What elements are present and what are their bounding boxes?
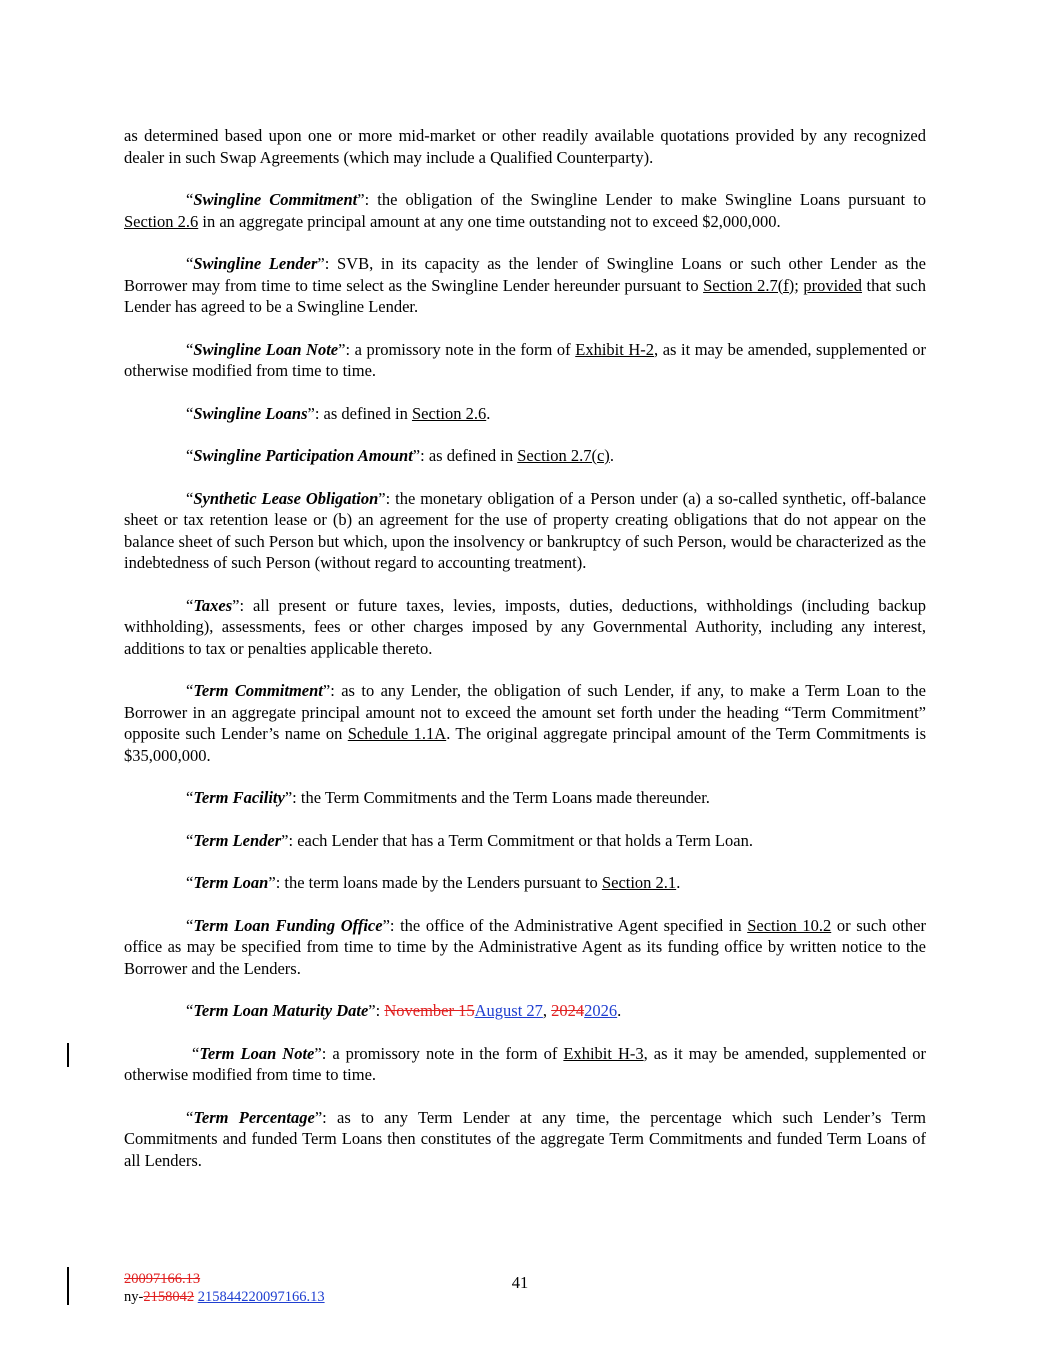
definition-term-loan-maturity-date: “Term Loan Maturity Date”: November 15August 27, 20242026.	[186, 1001, 622, 1020]
deleted-doc-id: 20097166.13	[124, 1271, 201, 1287]
defined-term: Swingline Loan Note	[193, 339, 339, 359]
definition-swingline-loans: “Swingline Loans”: as defined in Section 2.6.	[186, 403, 491, 423]
exhibit-reference: Exhibit H-3	[563, 1043, 644, 1063]
section-reference: Section 2.7(c)	[517, 446, 610, 465]
defined-term: Term Loan Maturity Date	[193, 1001, 369, 1020]
definition-swingline-loan-note: “Swingline Loan Note”: a promissory note in the form of Exhibit H-2, as it may be amended, supplemented or otherwise modified from time to time.	[124, 339, 926, 380]
defined-term: Synthetic Lease Obligation	[193, 488, 379, 508]
definition-term-commitment: “Term Commitment”: as to any Lender, the obligation of such Lender, if any, to make a Term Loan to the Borrower in an aggregate principal amount not to exceed the amount set forth under the heading “Term Commitment” opposite such Lender’s name on Schedule 1.1A. The original aggregate principal amount of the Term Commitments is $35,000,000.	[124, 681, 926, 765]
exhibit-reference: Exhibit H-2	[575, 339, 655, 359]
section-reference: Section 2.7(f)	[703, 275, 795, 295]
definition-swingline-lender: “Swingline Lender”: SVB, in its capacity as the lender of Swingline Loans or such other Lender as the Borrower may from time to time select as the Swingline Lender hereunder pursuant to Section 2.7(f); provided that such Lender has agreed to be a Swingline Lender.	[124, 254, 926, 316]
document-id-footer	[124, 1270, 325, 1306]
section-reference: Section 2.6	[124, 211, 199, 231]
defined-term: Term Facility	[193, 788, 285, 807]
provided-emphasis: provided	[803, 275, 862, 295]
defined-term: Swingline Commitment	[193, 190, 358, 209]
ny-prefix: ny-	[124, 1289, 144, 1305]
deleted-text: 2024	[551, 1001, 585, 1020]
defined-term: Term Loan Note	[199, 1043, 315, 1063]
inserted-text: August 27	[474, 1001, 543, 1020]
section-reference: Section 10.2	[747, 915, 832, 935]
page-number: 41	[511, 1273, 529, 1292]
section-reference: Section 2.6	[411, 403, 487, 423]
paragraph-continuation: as determined based upon one or more mid-market or other readily available quotations provided by any recognized dealer in such Swap Agreements (which may include a Qualified Counterparty).	[124, 126, 926, 167]
document-body	[124, 125, 926, 1192]
definition-term-loan-note: “Term Loan Note”: a promissory note in the form of Exhibit H-3, as it may be amended, supplemented or otherwise modified from time to time.	[124, 1043, 926, 1084]
definition-term-loan: “Term Loan”: the term loans made by the Lenders pursuant to Section 2.1.	[186, 873, 681, 892]
section-reference: Section 2.1	[601, 873, 677, 892]
definition-term-percentage: “Term Percentage”: as to any Term Lender at any time, the percentage which such Lender’s Term Commitments and funded Term Loans then constitutes of the aggregate Term Commitments and funded Term Loans of all Lenders.	[124, 1107, 926, 1170]
definition-swingline-commitment: “Swingline Commitment”: the obligation of the Swingline Lender to make Swingline Loans pursuant to Section 2.6 in an aggregate principal amount at any one time outstanding not to exceed $2,000,000.	[124, 190, 926, 231]
defined-term: Term Lender	[193, 830, 282, 850]
inserted-text: 2026	[584, 1001, 618, 1020]
defined-term: Term Loan Funding Office	[193, 915, 383, 935]
defined-term: Swingline Lender	[193, 254, 318, 273]
change-bar-footer	[67, 1267, 69, 1305]
definition-term-loan-funding-office: “Term Loan Funding Office”: the office of the Administrative Agent specified in Section 10.2 or such other office as may be specified from time to time by the Administrative Agent as its funding office by written notice to the Borrower and the Lenders.	[124, 915, 926, 978]
inserted-ny-id: 215844220097166.13	[197, 1289, 325, 1305]
definition-swingline-participation-amount: “Swingline Participation Amount”: as defined in Section 2.7(c).	[186, 446, 614, 465]
definition-term-facility: “Term Facility”: the Term Commitments and the Term Loans made thereunder.	[186, 788, 710, 807]
definition-term-lender: “Term Lender”: each Lender that has a Term Commitment or that holds a Term Loan.	[186, 830, 753, 850]
deleted-text: November 15	[384, 1001, 475, 1020]
definition-synthetic-lease-obligation: “Synthetic Lease Obligation”: the monetary obligation of a Person under (a) a so-called synthetic, off-balance sheet or tax retention lease or (b) an agreement for the use of property creating obligations that do not appear on the balance sheet of such Person but which, upon the insolvency or bankruptcy of such Person, would be characterized as the indebtedness of such Person (without regard to accounting treatment).	[124, 488, 926, 572]
defined-term: Term Loan	[193, 873, 269, 892]
defined-term: Term Percentage	[193, 1107, 315, 1127]
schedule-reference: Schedule 1.1A	[347, 724, 447, 743]
defined-term: Term Commitment	[193, 681, 323, 700]
change-bar-maturity	[67, 1043, 69, 1067]
defined-term: Taxes	[193, 595, 233, 615]
defined-term: Swingline Participation Amount	[193, 446, 413, 465]
deleted-ny-id: 2158042	[143, 1289, 195, 1305]
definition-taxes: “Taxes”: all present or future taxes, levies, imposts, duties, deductions, withholdings (including backup withholding), assessments, fees or other charges imposed by any Governmental Authority, including any interest, additions to tax or penalties applicable thereto.	[124, 595, 926, 658]
defined-term: Swingline Loans	[193, 403, 308, 423]
